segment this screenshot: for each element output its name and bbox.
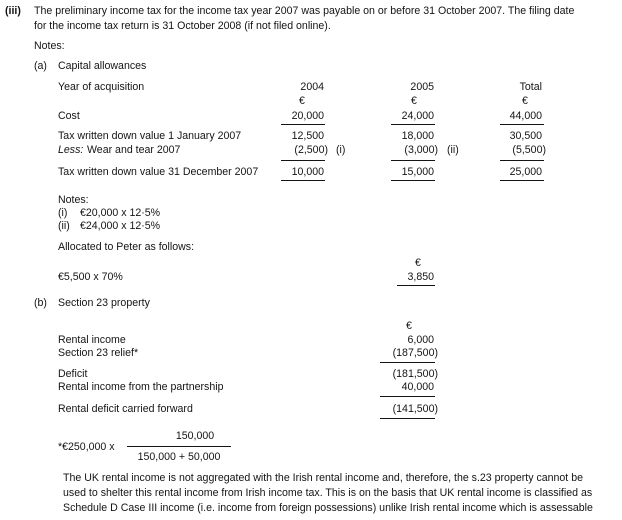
table-cell: 18,000 (401, 130, 434, 142)
partnership-rental-income-value: 40,000 (401, 381, 434, 393)
table-cell: (3,000) (404, 144, 438, 156)
table-cell: 10,000 (291, 166, 324, 178)
notes-heading: Notes: (34, 40, 65, 52)
section-23-relief-label: Section 23 relief* (58, 347, 139, 359)
table-row-cost-label: Cost (58, 110, 80, 122)
note-text: €24,000 x 12·5% (80, 220, 161, 232)
less-prefix: Less: (58, 144, 84, 156)
footnote-prefix: *€250,000 x (58, 441, 115, 453)
footnote-denominator: 150,000 + 50,000 (137, 451, 221, 463)
notes-subheading: Notes: (58, 194, 89, 206)
table-cell: 24,000 (401, 110, 434, 122)
divider (391, 180, 435, 181)
column-header-2004: 2004 (300, 81, 324, 93)
note-text: €20,000 x 12·5% (80, 207, 161, 219)
currency-symbol-total: € (522, 95, 528, 107)
deficit-carried-forward-value: (141,500) (392, 403, 438, 415)
table-row-twdv-label: Tax written down value 1 January 2007 (58, 130, 242, 142)
paragraph-line: used to shelter this rental income from Irish income tax. This is on the basis that UK rental income is classified as (63, 487, 593, 499)
allocation-value: 3,850 (407, 271, 434, 283)
intro-line-2: for the income tax return is 31 October 2008 (if not filed online). (34, 20, 331, 32)
divider (281, 180, 325, 181)
column-header-total: Total (519, 81, 542, 93)
section-a-title: Capital allowances (58, 60, 147, 72)
table-row-closing-twdv-label: Tax written down value 31 December 2007 (58, 166, 259, 178)
table-cell: 12,500 (291, 130, 324, 142)
allocation-label: €5,500 x 70% (58, 271, 123, 283)
note-ref: (ii) (58, 220, 70, 232)
part-label: (iii) (5, 5, 21, 17)
partnership-rental-income-label: Rental income from the partnership (58, 381, 224, 393)
table-cell: 20,000 (291, 110, 324, 122)
table-cell: (5,500) (512, 144, 546, 156)
rental-income-label: Rental income (58, 334, 126, 346)
table-row-wear-and-tear-label: Wear and tear 2007 (87, 144, 181, 156)
fraction-bar (127, 446, 231, 447)
note-ref-ii: (ii) (447, 144, 459, 156)
table-cell: 25,000 (509, 166, 542, 178)
divider (500, 160, 544, 161)
divider (391, 124, 435, 125)
year-of-acquisition-label: Year of acquisition (58, 81, 145, 93)
intro-line-1: The preliminary income tax for the income tax year 2007 was payable on or before 31 October 2007. The filing date (34, 5, 575, 17)
rental-income-value: 6,000 (407, 334, 434, 346)
currency-symbol-2004: € (299, 95, 305, 107)
table-cell: 44,000 (509, 110, 542, 122)
note-ref-i: (i) (336, 144, 346, 156)
divider (500, 180, 544, 181)
column-header-2005: 2005 (410, 81, 434, 93)
divider (380, 362, 435, 363)
section-23-relief-value: (187,500) (392, 347, 438, 359)
currency-symbol: € (415, 257, 421, 269)
table-cell: 15,000 (401, 166, 434, 178)
paragraph-line: The UK rental income is not aggregated with the Irish rental income and, therefore, the s.23 property cannot be (63, 472, 583, 484)
allocation-heading: Allocated to Peter as follows: (58, 241, 195, 253)
divider (391, 160, 435, 161)
deficit-label: Deficit (58, 368, 88, 380)
table-cell: (2,500) (294, 144, 328, 156)
note-ref: (i) (58, 207, 68, 219)
currency-symbol: € (406, 320, 412, 332)
divider (397, 285, 435, 286)
footnote-numerator: 150,000 (175, 430, 215, 442)
deficit-carried-forward-label: Rental deficit carried forward (58, 403, 193, 415)
paragraph-line: Schedule D Case III income (i.e. income from foreign possessions) unlike Irish rental income which is assessable (63, 502, 593, 514)
deficit-value: (181,500) (392, 368, 438, 380)
table-cell: 30,500 (509, 130, 542, 142)
section-b-label: (b) (34, 297, 47, 309)
section-a-label: (a) (34, 60, 47, 72)
divider (281, 124, 325, 125)
divider (500, 124, 544, 125)
divider (281, 160, 325, 161)
divider (380, 396, 435, 397)
divider (380, 418, 435, 419)
currency-symbol-2005: € (411, 95, 417, 107)
section-b-title: Section 23 property (58, 297, 150, 309)
